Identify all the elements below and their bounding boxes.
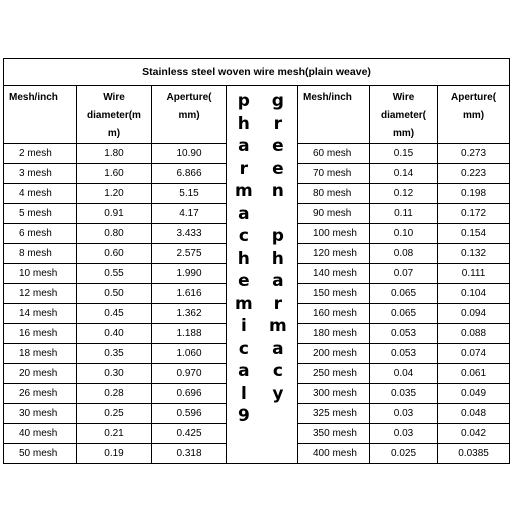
cell-wire-left: 0.28 [77,384,152,404]
cell-mesh-right: 70 mesh [298,164,370,184]
cell-mesh-left: 16 mesh [4,324,77,344]
cell-aperture-right: 0.132 [438,244,510,264]
cell-wire-right: 0.08 [370,244,438,264]
cell-aperture-right: 0.094 [438,304,510,324]
cell-wire-left: 1.80 [77,144,152,164]
cell-mesh-right: 180 mesh [298,324,370,344]
cell-wire-left: 0.55 [77,264,152,284]
cell-wire-right: 0.04 [370,364,438,384]
cell-wire-right: 0.10 [370,224,438,244]
cell-mesh-right: 60 mesh [298,144,370,164]
cell-mesh-left: 50 mesh [4,444,77,464]
vertical-letter: r [239,158,249,179]
vertical-letter: m [235,293,253,314]
vertical-letter: a [238,136,250,156]
cell-aperture-left: 1.990 [152,264,227,284]
cell-aperture-right: 0.042 [438,424,510,444]
cell-aperture-left: 0.318 [152,444,227,464]
cell-aperture-left: 10.90 [152,144,227,164]
mesh-spec-table [3,58,510,464]
cell-mesh-left: 14 mesh [4,304,77,324]
vertical-letter: r [273,293,283,314]
cell-wire-left: 0.60 [77,244,152,264]
cell-aperture-left: 1.060 [152,344,227,364]
vertical-letter: y [272,383,284,404]
cell-wire-left: 0.40 [77,324,152,344]
cell-aperture-left: 0.425 [152,424,227,444]
cell-aperture-left: 1.188 [152,324,227,344]
cell-mesh-left: 26 mesh [4,384,77,404]
header-row [4,86,510,144]
cell-mesh-left: 30 mesh [4,404,77,424]
cell-aperture-right: 0.074 [438,344,510,364]
cell-wire-left: 0.80 [77,224,152,244]
cell-mesh-right: 80 mesh [298,184,370,204]
vertical-letter: c [272,361,283,381]
cell-mesh-left: 3 mesh [4,164,77,184]
cell-aperture-right: 0.273 [438,144,510,164]
cell-mesh-right: 350 mesh [298,424,370,444]
cell-wire-left: 0.45 [77,304,152,324]
vertical-letter: h [237,113,250,134]
cell-wire-left: 0.21 [77,424,152,444]
cell-aperture-right: 0.048 [438,404,510,424]
cell-mesh-right: 140 mesh [298,264,370,284]
cell-wire-right: 0.03 [370,404,438,424]
cell-mesh-right: 400 mesh [298,444,370,464]
cell-mesh-left: 18 mesh [4,344,77,364]
vertical-letter: a [272,338,284,359]
cell-mesh-left: 12 mesh [4,284,77,304]
cell-mesh-left: 40 mesh [4,424,77,444]
cell-wire-left: 0.50 [77,284,152,304]
cell-mesh-right: 150 mesh [298,284,370,304]
vertical-letter: g [271,91,284,111]
cell-wire-left: 1.20 [77,184,152,204]
cell-mesh-right: 100 mesh [298,224,370,244]
cell-mesh-right: 120 mesh [298,244,370,264]
cell-mesh-left: 6 mesh [4,224,77,244]
vertical-text-greenpharmacy [269,90,287,405]
vertical-letter: c [238,226,249,246]
cell-aperture-right: 0.0385 [438,444,510,464]
cell-wire-left: 0.19 [77,444,152,464]
vertical-letter: h [237,248,250,269]
vertical-letter: n [271,181,284,201]
cell-wire-left: 0.35 [77,344,152,364]
cell-aperture-left: 0.970 [152,364,227,384]
cell-aperture-left: 6.866 [152,164,227,184]
header-wire-left: Wire diameter(m m) [77,86,152,144]
vertical-letter: p [237,91,250,111]
cell-mesh-right: 325 mesh [298,404,370,424]
cell-wire-right: 0.03 [370,424,438,444]
cell-mesh-left: 8 mesh [4,244,77,264]
cell-aperture-left: 4.17 [152,204,227,224]
cell-wire-right: 0.07 [370,264,438,284]
cell-aperture-right: 0.049 [438,384,510,404]
title-row [4,59,510,86]
table-title: Stainless steel woven wire mesh(plain weave) [4,59,510,86]
cell-wire-right: 0.035 [370,384,438,404]
cell-wire-right: 0.15 [370,144,438,164]
header-mesh-right: Mesh/inch [298,86,370,144]
cell-aperture-right: 0.088 [438,324,510,344]
cell-mesh-right: 250 mesh [298,364,370,384]
vertical-letter: i [240,316,247,336]
vertical-letter: a [238,361,250,381]
cell-wire-left: 1.60 [77,164,152,184]
cell-wire-right: 0.053 [370,324,438,344]
cell-aperture-left: 0.596 [152,404,227,424]
vertical-text-pharmachemical9 [235,90,253,428]
vertical-letter: r [273,113,283,134]
header-aperture-left: Aperture( mm) [152,86,227,144]
cell-wire-right: 0.11 [370,204,438,224]
cell-mesh-left: 20 mesh [4,364,77,384]
vertical-letter: 9 [237,406,250,426]
cell-mesh-left: 4 mesh [4,184,77,204]
vertical-letter: p [271,226,284,246]
vertical-letter: a [238,203,250,224]
header-aperture-right: Aperture( mm) [438,86,510,144]
cell-wire-right: 0.14 [370,164,438,184]
vertical-letter: m [269,316,287,336]
cell-aperture-right: 0.172 [438,204,510,224]
vertical-letter: e [272,136,284,156]
cell-wire-right: 0.053 [370,344,438,364]
cell-aperture-right: 0.223 [438,164,510,184]
cell-wire-right: 0.065 [370,304,438,324]
cell-aperture-left: 1.362 [152,304,227,324]
header-mesh-left: Mesh/inch [4,86,77,144]
cell-mesh-right: 90 mesh [298,204,370,224]
vertical-letter: e [272,158,284,179]
cell-mesh-right: 200 mesh [298,344,370,364]
cell-wire-left: 0.30 [77,364,152,384]
cell-aperture-left: 2.575 [152,244,227,264]
cell-wire-left: 0.25 [77,404,152,424]
cell-mesh-right: 160 mesh [298,304,370,324]
cell-aperture-right: 0.198 [438,184,510,204]
cell-wire-right: 0.12 [370,184,438,204]
vertical-letter: m [235,181,253,201]
cell-mesh-left: 2 mesh [4,144,77,164]
vertical-letter: h [271,248,284,269]
vertical-letter [275,203,281,226]
vertical-text-cell [227,86,298,464]
cell-aperture-left: 3.433 [152,224,227,244]
vertical-letter: a [272,271,284,291]
cell-aperture-left: 5.15 [152,184,227,204]
vertical-letter: e [238,271,250,291]
mesh-spec-table-container [3,58,509,460]
header-wire-right: Wire diameter( mm) [370,86,438,144]
cell-mesh-right: 300 mesh [298,384,370,404]
cell-aperture-right: 0.061 [438,364,510,384]
cell-mesh-left: 10 mesh [4,264,77,284]
cell-aperture-right: 0.154 [438,224,510,244]
cell-aperture-left: 0.696 [152,384,227,404]
cell-wire-right: 0.025 [370,444,438,464]
cell-mesh-left: 5 mesh [4,204,77,224]
cell-wire-left: 0.91 [77,204,152,224]
vertical-letter: l [240,383,247,404]
cell-aperture-right: 0.104 [438,284,510,304]
cell-aperture-left: 1.616 [152,284,227,304]
vertical-letter: c [238,338,249,359]
cell-wire-right: 0.065 [370,284,438,304]
cell-aperture-right: 0.111 [438,264,510,284]
